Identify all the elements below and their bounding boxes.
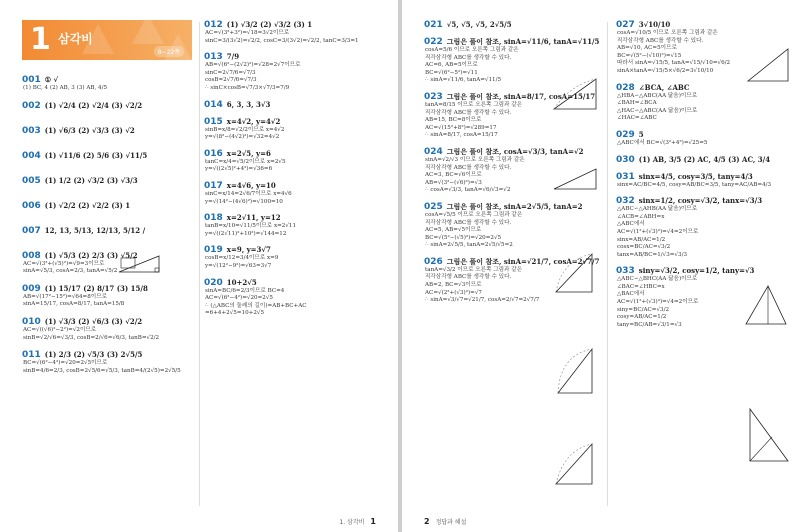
solution-line: △HBA∽△ABC(AA 닮음)이므로 <box>617 92 698 99</box>
problem-number: 002 <box>22 100 41 111</box>
solution-line: y=√(14²−(4√6)²)=√100=10 <box>205 198 283 205</box>
answer-text: 그림은 풀이 참조, sinA=2√5/5, tanA=2 <box>446 201 583 211</box>
answer-head <box>22 101 194 111</box>
problem-number: 013 <box>204 52 223 63</box>
problem-number: 031 <box>616 171 635 182</box>
chapter-title: 삼각비 <box>58 32 93 46</box>
solution-line: 직각삼각형 ABC를 생각할 수 있다. <box>425 274 512 281</box>
solution-line: AC=5, AB=√5이므로 <box>425 227 482 234</box>
solution-line: sinx=AB/AC=1/2 <box>617 236 666 243</box>
answer-text: (1) 15/17 (2) 8/17 (3) 15/8 <box>44 283 148 293</box>
triangle-figure-033 <box>744 405 792 465</box>
solution-line: 직각삼각형 ABC를 생각할 수 있다. <box>617 37 704 44</box>
solution-line: tanB=x/10=√11/5이므로 x=2√11 <box>205 223 297 230</box>
solution-line: AC=3, BC=√6이므로 <box>425 172 482 179</box>
solution-line: sinx=AC/BC=4/5, cosy=AB/BC=3/5, tany=AC/AB=4/3 <box>617 181 772 188</box>
answer-text: x=9, y=3√7 <box>226 245 271 255</box>
solution-line: AB=√(17²−15²)=√64=8이므로 <box>23 293 107 300</box>
answer-item <box>616 130 792 148</box>
solution-line: BC=√(5²−(√5)²)=√20=2√5 <box>425 234 502 241</box>
answer-head <box>424 147 598 157</box>
answer-text: (1) 2/3 (2) √5/3 (3) 2√5/5 <box>44 350 143 360</box>
answer-item <box>204 20 388 45</box>
answer-text: ① √ <box>44 75 59 84</box>
solution-line: AC=√(3²+3²)=√18=3√2이므로 <box>205 30 290 36</box>
answer-text: (1) √11/6 (2) 5/6 (3) √11/5 <box>44 150 148 160</box>
answer-text: (1) √5/3 (2) 2/3 (3) √5/2 <box>44 250 138 260</box>
solution-line: AB=√(3²−(√6)²)=√3 <box>425 179 482 186</box>
answer-head <box>204 100 388 110</box>
solution-line: AC=√(6²−4²)=√20=2√5 <box>205 295 273 302</box>
solution-line: BC=√(5²−(√10)²)=√15 <box>617 52 682 59</box>
chapter-pages: 8~22쪽 <box>154 46 184 57</box>
answer-text: 7/9 <box>226 52 240 62</box>
answer-item <box>616 196 792 259</box>
answer-head <box>22 176 194 186</box>
problem-number: 007 <box>22 225 41 236</box>
answer-head <box>22 75 194 85</box>
answer-text: 6, 3, 3, 3√3 <box>226 99 271 109</box>
answer-item <box>22 75 194 93</box>
answer-text: √5, √5, √5, 2√5/5 <box>446 20 512 29</box>
footer-left: 1. 삼각비 1 <box>339 517 376 526</box>
answer-head <box>22 201 194 211</box>
answer-text: (1) √2/2 (2) √2/2 (3) 1 <box>44 200 131 210</box>
solution-line: sinA=√2/√3 이므로 오른쪽 그림과 같은 <box>425 156 525 163</box>
solution-line: tanC=x/4=√5/2이므로 x=2√5 <box>205 158 286 165</box>
solution-line: sinB=4/6=2/3, cosB=2√5/6=√5/3, tanB=4/(2√5)=2√5/5 <box>23 367 181 374</box>
problem-number: 023 <box>424 91 443 102</box>
problem-number: 006 <box>22 200 41 211</box>
solution-line: tanA=√3/2 이므로 오른쪽 그림과 같은 <box>425 266 523 273</box>
solution-line: y=√((2√11)²+10²)=√144=12 <box>205 230 287 237</box>
answer-text: x=2√11, y=12 <box>226 213 281 223</box>
solution-line: AC=√((√6)²−2²)=√2이므로 <box>23 326 97 333</box>
solution-line: 따라서 sinA=√15/5, tanA=√15/√10=√6/2 <box>617 60 731 67</box>
solution-line: ∴ sinA=8/17, cosA=15/17 <box>425 132 498 139</box>
answer-text: (1) AB, 3/5 (2) AC, 4/5 (3) AC, 3/4 <box>638 154 771 164</box>
answer-text: (1) √3/3 (2) √6/3 (3) √2/2 <box>44 316 143 326</box>
answer-item <box>22 176 194 186</box>
answer-text: (1) √2/4 (2) √2/4 (3) √2/2 <box>44 100 143 110</box>
solution-line: ∴ sinA=√3/√7=√21/7, cosA=2/√7=2√7/7 <box>425 297 540 304</box>
answer-item <box>204 149 388 174</box>
solution-line: AC=√(1²+(√3)²)=√4=2이므로 <box>617 299 699 306</box>
answer-head <box>424 202 598 212</box>
solution-line: cosy=AB/AC=1/2 <box>617 314 667 321</box>
solution-line: sinA=BC/6=2/3이므로 BC=4 <box>205 287 285 294</box>
solution-line: AC=√(15²+8²)=√289=17 <box>425 124 497 131</box>
solution-line: sinA=15/17, cosA=8/17, tanA=15/8 <box>23 301 125 308</box>
problem-number: 008 <box>22 250 41 261</box>
answer-head <box>616 155 792 165</box>
answer-text: 그림은 풀이 참조, sinA=√21/7, cosA=2√7/7 <box>446 256 600 266</box>
answer-text: siny=√3/2, cosy=1/2, tany=√3 <box>638 266 755 276</box>
triangle-figure-007 <box>115 252 165 276</box>
solution-line: ∠BAH=∠BCA <box>617 100 657 107</box>
answer-head <box>424 20 598 30</box>
solution-line: △ABC∽△AHB(AA 닮음)이므로 <box>617 206 698 213</box>
solution-line: ∠BAC=∠HBC=x <box>617 283 665 290</box>
answer-item <box>22 350 194 375</box>
answer-head <box>22 226 194 236</box>
chapter-number: 1 <box>30 22 51 57</box>
solution-line: △HAC∽△ABC(AA 닮음)이므로 <box>617 107 698 114</box>
problem-number: 025 <box>424 201 443 212</box>
solution-line: AB=√(6²−(2√2)²)=√28=2√7이므로 <box>205 62 301 69</box>
solution-line: AC=√(3²+(√5)²)=√9=3이므로 <box>23 260 105 267</box>
problem-number: 032 <box>616 196 635 207</box>
solution-line: ∴ (△ABC의 둘레의 길이)=AB+BC+AC <box>205 302 307 309</box>
problem-number: 033 <box>616 266 635 277</box>
solution-line: ∴ sinC×cosB=√7/3×√7/3=7/9 <box>205 84 290 91</box>
answer-text: x=2√5, y=6 <box>226 148 271 158</box>
answer-head <box>22 126 194 136</box>
answer-head <box>204 20 388 30</box>
answer-text: 5 <box>638 129 644 139</box>
answer-text: 10+2√5 <box>226 277 257 287</box>
problem-number: 016 <box>204 148 223 159</box>
answer-item <box>22 201 194 211</box>
answer-item <box>204 52 388 92</box>
answer-head <box>204 245 388 255</box>
problem-number: 004 <box>22 150 41 161</box>
answer-item <box>616 83 792 123</box>
answer-head <box>22 284 194 294</box>
answer-head <box>616 130 792 140</box>
answer-item <box>22 284 194 309</box>
solution-line: sinB=x/8=√2/2이므로 x=4√2 <box>205 126 285 133</box>
solution-line: △BAC에서 <box>617 291 645 298</box>
solution-line: AB=2, BC=√3이므로 <box>425 282 482 289</box>
solution-line: 직각삼각형 ABC를 생각할 수 있다. <box>425 54 512 61</box>
solution-line: sinB=√2/√6=√3/3, cosB=2/√6=√6/3, tanB=√2/2 <box>23 334 160 341</box>
answer-text: (1) √3/2 (2) √3/2 (3) 1 <box>226 20 313 29</box>
solution-line: cosB=2√7/6=√7/3 <box>205 77 257 84</box>
answer-item <box>204 213 388 238</box>
solution-line: AC=6, AB=5이므로 <box>425 62 478 69</box>
answer-head <box>22 317 194 327</box>
answer-text: x=4√6, y=10 <box>226 180 276 190</box>
answer-head <box>424 37 598 47</box>
solution-line: sinC=x/14=2√6/7이므로 x=4√6 <box>205 190 292 197</box>
answer-head <box>616 196 792 206</box>
answer-text: (1) 1/2 (2) √3/2 (3) √3/3 <box>44 175 138 185</box>
answer-item <box>204 100 388 110</box>
problem-number: 029 <box>616 129 635 140</box>
column-divider <box>607 22 608 506</box>
answer-item <box>424 202 598 250</box>
solution-line: cosA=√5/5 이므로 오른쪽 그림과 같은 <box>425 211 523 218</box>
solution-line: 직각삼각형 ABC를 생각할 수 있다. <box>425 164 512 171</box>
solution-line: AB=√10, AC=5이므로 <box>617 45 677 52</box>
answer-item <box>204 278 388 318</box>
solution-line: ∴ cosA=√3/3, tanA=√6/√3=√2 <box>425 187 511 194</box>
answer-head <box>22 251 194 261</box>
solution-line: tanx=AB/BC=1/√3=√3/3 <box>617 251 688 258</box>
problem-number: 026 <box>424 256 443 267</box>
solution-line: △ABC∽△BHC(AA 닮음)이므로 <box>617 276 698 283</box>
answer-head <box>616 266 792 276</box>
answer-item <box>22 151 194 161</box>
answer-head <box>22 350 194 360</box>
problem-number: 012 <box>204 20 223 30</box>
problem-number: 028 <box>616 82 635 93</box>
answer-text: ∠BCA, ∠ABC <box>638 82 690 92</box>
answer-item <box>204 181 388 206</box>
solution-line: y=√(8²−(4√2)²)=√32=4√2 <box>205 134 280 141</box>
problem-number: 021 <box>424 20 443 30</box>
left-column-1 <box>22 75 194 383</box>
answer-head <box>204 149 388 159</box>
solution-line: sinC=3/(3√2)=√2/2, cosC=3/(3√2)=√2/2, tanC=3/3=1 <box>205 37 359 44</box>
solution-line: sinC=2√7/6=√7/3 <box>205 69 256 76</box>
problem-number: 015 <box>204 116 223 127</box>
triangle-figure-025 <box>552 345 596 397</box>
answer-text: sinx=1/2, cosy=√3/2, tanx=√3/3 <box>638 196 763 206</box>
solution-line: cosB=x/12=3/4이므로 x=9 <box>205 255 279 262</box>
answer-head <box>616 20 792 30</box>
answer-head <box>22 151 194 161</box>
footer-right: 2 정답과 해설 <box>424 517 467 526</box>
solution-line: 직각삼각형 ABC를 생각할 수 있다. <box>425 219 512 226</box>
problem-number: 003 <box>22 125 41 136</box>
problem-number: 022 <box>424 37 443 47</box>
solution-line: AC=√(1²+(√3)²)=√4=2이므로 <box>617 228 699 235</box>
triangle-figure-026 <box>552 440 596 488</box>
answer-item <box>424 20 598 30</box>
answer-head <box>204 181 388 191</box>
problem-number: 027 <box>616 20 635 30</box>
problem-number: 020 <box>204 277 223 288</box>
solution-line: ∠ACB=∠ABH=x <box>617 213 665 220</box>
problem-number: 018 <box>204 213 223 224</box>
problem-number: 010 <box>22 316 41 327</box>
solution-line: BC=√(6²−5²)=√11 <box>425 69 478 76</box>
problem-number: 005 <box>22 175 41 186</box>
answer-item <box>616 172 792 190</box>
answer-item <box>22 251 194 276</box>
problem-number: 024 <box>424 146 443 157</box>
answer-text: x=4√2, y=4√2 <box>226 116 281 126</box>
problem-number: 011 <box>22 350 41 361</box>
answer-text: (1) √6/3 (2) √3/3 (3) √2 <box>44 125 135 135</box>
triangle-figure-022 <box>550 75 602 113</box>
answer-item <box>204 117 388 142</box>
answer-text: 그림은 풀이 참조, sinA=√11/6, tanA=√11/5 <box>446 37 600 46</box>
solution-line: sinA×tanA=√15/5×√6/2=3√10/10 <box>617 67 714 74</box>
right-page <box>402 0 800 532</box>
solution-line: △ABC에서 BC=√(3²+4²)=√25=5 <box>617 139 708 146</box>
answer-text: 12, 13, 5/13, 12/13, 5/12 / <box>44 225 146 235</box>
answer-item <box>22 317 194 342</box>
solution-line: y=√((2√5)²+4²)=√36=6 <box>205 166 273 173</box>
triangle-figure-027 <box>744 45 792 85</box>
solution-line: cosA=√10/5 이므로 오른쪽 그림과 같은 <box>617 30 718 36</box>
solution-line: 직각삼각형 ABC를 생각할 수 있다. <box>425 109 512 116</box>
solution-line: ∴ sinA=2√5/5, tanA=2√5/√5=2 <box>425 242 513 249</box>
solution-line: tany=BC/AB=√3/1=√3 <box>617 321 682 328</box>
solution-line: BC=√(6²−4²)=√20=2√5이므로 <box>23 360 108 367</box>
answer-item <box>22 101 194 111</box>
answer-head <box>204 278 388 288</box>
left-column-2 <box>204 20 388 325</box>
answer-item <box>22 226 194 236</box>
solution-line: cosA=5/6 이므로 오른쪽 그림과 같은 <box>425 47 519 53</box>
triangle-figure-032 <box>742 282 790 328</box>
triangle-figure-023 <box>550 165 602 193</box>
problem-number: 017 <box>204 180 223 191</box>
answer-text: 그림은 풀이 참조, sinA=8/17, cosA=15/17 <box>446 91 596 101</box>
answer-item <box>22 126 194 136</box>
solution-line: =6+4+2√5=10+2√5 <box>205 310 265 317</box>
solution-line: siny=BC/AC=√3/2 <box>617 306 670 313</box>
problem-number: 030 <box>616 154 635 165</box>
solution-line: ∴ sinA=√11/6, tanA=√11/5 <box>425 77 502 84</box>
solution-line: sinA=√5/3, cosA=2/3, tanA=√5/2 <box>23 268 118 275</box>
answer-item <box>204 245 388 270</box>
solution-line: ∠HAC=∠ABC <box>617 115 657 122</box>
solution-line: cosx=BC/AC=√3/2 <box>617 244 671 251</box>
answer-head <box>204 213 388 223</box>
answer-head <box>204 117 388 127</box>
solution-line: y=√(12²−9²)=√63=3√7 <box>205 262 272 269</box>
chapter-banner <box>22 20 192 60</box>
problem-number: 014 <box>204 99 223 110</box>
answer-head <box>204 52 388 62</box>
solution-line: (1) BC, 4 (2) AB, 3 (3) AB, 4/5 <box>23 85 108 91</box>
triangle-figure-024 <box>552 250 596 296</box>
answer-text: 그림은 풀이 참조, cosA=√3/3, tanA=√2 <box>446 146 584 156</box>
answer-head <box>616 172 792 182</box>
problem-number: 019 <box>204 245 223 256</box>
answer-text: 3√10/10 <box>638 20 671 29</box>
solution-line: △ABC에서 <box>617 221 645 228</box>
left-page <box>0 0 398 532</box>
problem-number: 009 <box>22 283 41 294</box>
column-divider <box>199 22 200 506</box>
answer-item <box>616 155 792 165</box>
solution-line: AC=√(2²+(√3)²)=√7 <box>425 289 482 296</box>
solution-line: AB=15, BC=8이므로 <box>425 117 482 124</box>
problem-number: 001 <box>22 75 41 85</box>
answer-text: sinx=4/5, cosy=3/5, tany=4/3 <box>638 171 753 181</box>
solution-line: tanA=8/15 이므로 오른쪽 그림과 같은 <box>425 101 523 108</box>
